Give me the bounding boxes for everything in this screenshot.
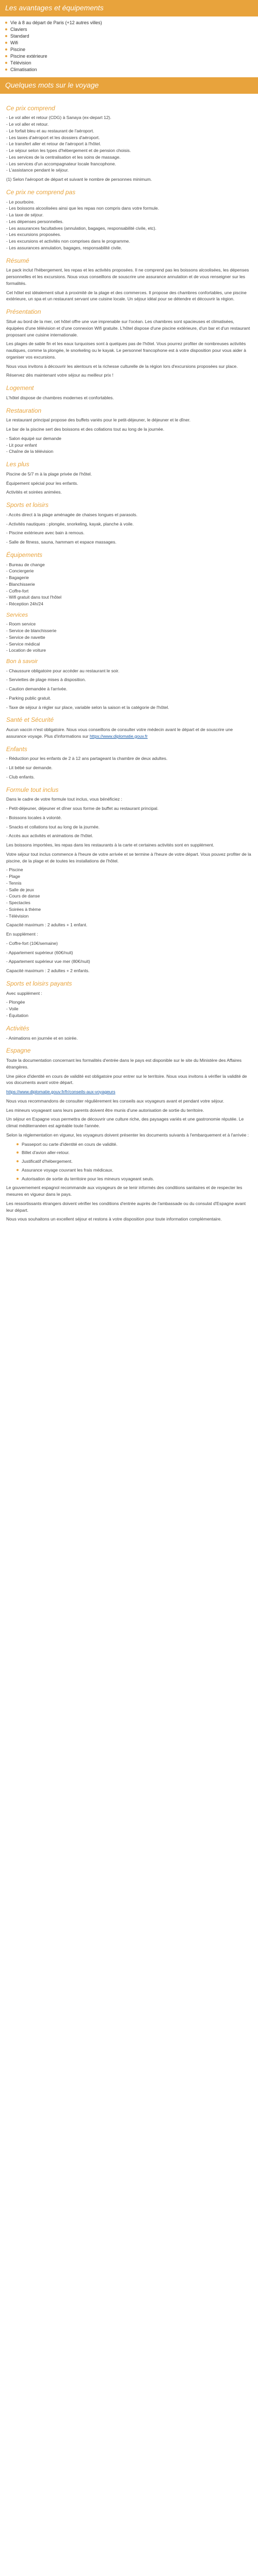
good-to-know-paragraph: - Chaussure obligatoire pour accéder au restaurant le soir. bbox=[6, 668, 120, 673]
list-item: - Le vol aller et retour (CDG) à Sanaya (ex-depart 12). bbox=[6, 115, 111, 121]
list-item: - Le pourboire. bbox=[6, 199, 35, 205]
heading-accommodation: Logement bbox=[6, 384, 34, 392]
list-item: - Piscine bbox=[6, 867, 23, 873]
spain-paragraph: Une pièce d'identité en cours de validité est obligatoire pour entrer sur le territoire. Nous vous invitons à vérifier la validité de vos documents avant votre départ. bbox=[6, 1073, 247, 1086]
highlights-paragraph: Équipement spécial pour les enfants. bbox=[6, 480, 78, 486]
list-item: - Le vol aller et retour. bbox=[6, 122, 49, 127]
list-item: - Service de blanchisserie bbox=[6, 628, 57, 634]
page bbox=[0, 0, 258, 1238]
advantage-item: Climatisation bbox=[5, 66, 258, 73]
advantages-list bbox=[0, 20, 258, 73]
list-item: - Blanchisserie bbox=[6, 581, 35, 587]
heading-catering: Restauration bbox=[6, 406, 42, 414]
list-item: - Spectacles bbox=[6, 900, 30, 906]
heading-paid-sports: Sports et loisirs payants bbox=[6, 979, 72, 987]
list-item: - Les excursions et activités non comprises dans le programme. bbox=[6, 239, 130, 244]
good-to-know-paragraph: - Parking public gratuit. bbox=[6, 695, 51, 701]
diplomatie-link[interactable]: https://www.diplomatie.gouv.fr bbox=[89, 733, 148, 739]
list-item: - Plongée bbox=[6, 999, 25, 1005]
list-item: Assurance voyage couvrant les frais médicaux. bbox=[17, 1167, 252, 1174]
list-item: - Les excursions proposées. bbox=[6, 232, 61, 238]
all-inclusive-paragraph: - Appartement supérieur (60€/nuit) bbox=[6, 950, 73, 955]
all-inclusive-paragraph: Votre séjour tout inclus commence à l'heure de votre arrivée et se termine à l'heure de votre départ. Vous pouvez profiter de la piscine, de la plage et de toutes les installations de l'hôtel. bbox=[6, 851, 251, 863]
heading-activities: Activités bbox=[6, 1024, 29, 1032]
heading-presentation: Présentation bbox=[6, 308, 41, 316]
all-inclusive-paragraph: - Petit-déjeuner, déjeuner et dîner sous forme de buffet au restaurant principal. bbox=[6, 806, 159, 811]
list-item: Passeport ou carte d'identité en cours de validité. bbox=[17, 1141, 252, 1148]
list-item: - Le transfert aller et retour de l'aéroport à l'hôtel. bbox=[6, 141, 101, 147]
list-item: - Les services d'un accompagnateur locale francophone. bbox=[6, 161, 116, 166]
list-item: Autorisation de sortie du territoire pour les mineurs voyageant seuls. bbox=[17, 1176, 252, 1182]
advantage-item: Vie à 8 au départ de Paris (+12 autres villes) bbox=[5, 20, 258, 26]
list-item: - Tennis bbox=[6, 880, 22, 886]
highlights-paragraph: Activités et soirées animées. bbox=[6, 489, 62, 495]
all-inclusive-paragraph: - Accès aux activités et animations de l'hôtel. bbox=[6, 833, 93, 839]
catering-paragraph: Le restaurant principal propose des buffets variés pour le petit-déjeuner, le déjeuner et le dîner. bbox=[6, 417, 191, 423]
list-item: - Équitation bbox=[6, 1012, 28, 1018]
sports-paragraph: - Piscine extérieure avec bain à remous. bbox=[6, 530, 85, 536]
all-inclusive-list bbox=[6, 867, 252, 919]
advantage-item: Standard bbox=[5, 33, 258, 40]
list-item: - Room service bbox=[6, 621, 36, 627]
list-item: - Télévision bbox=[6, 913, 29, 919]
services-list bbox=[6, 621, 252, 654]
list-item: - Plage bbox=[6, 874, 20, 879]
list-item: - Le séjour selon les types d'hébergement et de pension choisis. bbox=[6, 148, 131, 154]
good-to-know-paragraph: - Taxe de séjour à régler sur place, variable selon la saison et la catégorie de l'hôtel. bbox=[6, 704, 169, 710]
list-item: - Chaîne de la télévision bbox=[6, 449, 54, 454]
list-item: - Coffre-fort bbox=[6, 588, 29, 594]
list-item: - Location de voiture bbox=[6, 648, 46, 653]
heading-highlights: Les plus bbox=[6, 461, 29, 468]
presentation-paragraph: Réservez dès maintenant votre séjour au meilleur prix ! bbox=[6, 372, 114, 378]
list-item: - Bureau de change bbox=[6, 562, 45, 567]
presentation-paragraph: Nous vous invitons à découvrir les alentours et la richesse culturelle de la région lors d'excursions proposées sur place. bbox=[6, 363, 238, 369]
list-item: - Conciergerie bbox=[6, 568, 34, 574]
health-paragraph bbox=[6, 726, 252, 740]
list-item: - Lit pour enfant bbox=[6, 442, 37, 448]
all-inclusive-paragraph: - Appartement supérieur vue mer (80€/nuit) bbox=[6, 959, 90, 964]
sports-paragraph: - Salle de fitness, sauna, hammam et espace massages. bbox=[6, 539, 117, 545]
list-item: - Les boissons alcoolisées ainsi que les repas non compris dans votre formule. bbox=[6, 206, 159, 211]
summary-paragraph: Cet hôtel est idéalement situé à proximité de la plage et des commerces. Il propose des chambres confortables, une piscine extérieure, un spa et un restaurant servant une cuisine locale. Un séjour idéal pour se détendre et découvrir la région. bbox=[6, 290, 247, 302]
all-inclusive-paragraph: Capacité maximum : 2 adultes + 2 enfants. bbox=[6, 968, 90, 974]
catering-paragraph: Le bar de la piscine sert des boissons et des collations tout au long de la journée. bbox=[6, 427, 165, 432]
heading-all-inclusive: Formule tout inclus bbox=[6, 786, 59, 793]
spain-paragraph: Selon la réglementation en vigueur, les voyageurs doivent présenter les documents suivants à l'embarquement et à l'arrivée : bbox=[6, 1132, 249, 1138]
advantage-item: Piscine bbox=[5, 46, 258, 53]
all-inclusive-paragraph: - Snacks et collations tout au long de la journée. bbox=[6, 824, 100, 829]
spain-link-paragraph bbox=[6, 1089, 252, 1095]
summary-paragraph: Le pack inclut l'hébergement, les repas et les activités proposées. Il ne comprend pas les boissons alcoolisées, les dépenses personnelles et les excursions. Nous vous conseillons de souscrire une assurance annulation et de vous renseigner sur les formalités. bbox=[6, 267, 249, 286]
all-inclusive-paragraph: - Boissons locales à volonté. bbox=[6, 815, 62, 820]
list-item: - Service de navette bbox=[6, 634, 45, 640]
paid-sports-list bbox=[6, 999, 252, 1019]
list-item: - Réception 24h/24 bbox=[6, 601, 43, 607]
all-inclusive-paragraph: Les boissons importées, les repas dans les restaurants à la carte et certaines activités sont en supplément. bbox=[6, 842, 215, 848]
heading-spain: Espagne bbox=[6, 1047, 31, 1055]
spain-paragraph: Un séjour en Espagne vous permettra de découvrir une culture riche, des paysages variés et une gastronomie réputée. Le climat méditerranéen est agréable toute l'année. bbox=[6, 1116, 244, 1129]
list-item: - Wifi gratuit dans tout l'hôtel bbox=[6, 595, 61, 600]
list-item: - Cours de danse bbox=[6, 893, 40, 899]
all-inclusive-paragraph: Capacité maximum : 2 adultes + 1 enfant. bbox=[6, 922, 88, 928]
list-item: - Voile bbox=[6, 1006, 19, 1012]
price-excludes-list bbox=[6, 199, 252, 251]
activities-paragraph: - Animations en journée et en soirée. bbox=[6, 1035, 78, 1041]
advantage-item: Claviers bbox=[5, 26, 258, 33]
list-item: - Service médical bbox=[6, 641, 40, 647]
trip-info-header: Quelques mots sur le voyage bbox=[0, 77, 258, 94]
advantage-item: Télévision bbox=[5, 60, 258, 66]
list-item: - Les assurances annulation, bagages, responsabilité civile. bbox=[6, 245, 122, 250]
heading-price-excludes: Ce prix ne comprend pas bbox=[6, 188, 76, 196]
spain-paragraph: Les ressortissants étrangers doivent vérifier les conditions d'entrée auprès de l'ambassade ou du consulat d'Espagne avant leur départ. bbox=[6, 1200, 246, 1213]
heading-children: Enfants bbox=[6, 745, 27, 753]
health-text: Aucun vaccin n'est obligatoire. Nous vous conseillons de consulter votre médecin avant le départ et de souscrire une assurance voyage. Plus d'informations sur bbox=[6, 727, 233, 739]
catering-list bbox=[6, 435, 252, 455]
heading-summary: Résumé bbox=[6, 257, 29, 264]
list-item: - Les taxes d'aéroport et les dossiers d'aéroport. bbox=[6, 134, 100, 140]
list-item: - Salon équipé sur demande bbox=[6, 435, 61, 441]
heading-sports: Sports et loisirs bbox=[6, 501, 49, 509]
list-item: - La taxe de séjour. bbox=[6, 212, 44, 218]
equipment-list bbox=[6, 562, 252, 607]
price-note: (1) Selon l'aéroport de départ et suivant le nombre de personnes minimum. bbox=[6, 177, 152, 182]
good-to-know-paragraph: - Caution demandée à l'arrivée. bbox=[6, 686, 68, 692]
spain-paragraph: Nous vous souhaitons un excellent séjour et restons à votre disposition pour toute information complémentaire. bbox=[6, 1216, 222, 1222]
list-item: - Les dépenses personnelles. bbox=[6, 218, 64, 224]
paid-sports-intro: Avec supplément : bbox=[6, 990, 42, 996]
advantage-item: Wifi bbox=[5, 40, 258, 46]
travel-advice-link[interactable]: https://www.diplomatie.gouv.fr/fr/conseils-aux-voyageurs bbox=[6, 1089, 116, 1095]
list-item: - Salle de jeux bbox=[6, 887, 34, 892]
list-item: - L'assistance pendant le séjour. bbox=[6, 167, 69, 173]
list-item: - Le forfait bleu et au restaurant de l'aéroport. bbox=[6, 128, 94, 133]
spain-paragraph: Toute la documentation concernant les formalités d'entrée dans le pays est disponible sur le site du Ministère des Affaires étrangères. bbox=[6, 1058, 241, 1070]
highlights-paragraph: Piscine de 5/7 m à la plage privée de l'hôtel. bbox=[6, 471, 92, 477]
children-paragraph: - Lit bébé sur demande. bbox=[6, 765, 53, 771]
list-item: - Soirées à thème bbox=[6, 906, 41, 912]
advantages-header: Les avantages et équipements bbox=[0, 0, 258, 16]
list-item: Billet d'avion aller-retour. bbox=[17, 1149, 252, 1156]
all-inclusive-paragraph: Dans le cadre de votre formule tout inclus, vous bénéficiez : bbox=[6, 796, 122, 802]
list-item: - Bagagerie bbox=[6, 575, 29, 581]
sports-paragraph: - Activités nautiques : plongée, snorkeling, kayak, planche à voile. bbox=[6, 521, 134, 527]
all-inclusive-paragraph: En supplément : bbox=[6, 931, 38, 937]
list-item: Justificatif d'hébergement. bbox=[17, 1158, 252, 1165]
children-paragraph: - Réduction pour les enfants de 2 à 12 ans partageant la chambre de deux adultes. bbox=[6, 756, 168, 761]
list-item: - Les services de la centralisation et les soins de massage. bbox=[6, 154, 121, 160]
spain-requirements-list bbox=[6, 1141, 252, 1182]
presentation-paragraph: Les plages de sable fin et les eaux turquoises sont à quelques pas de l'hôtel. Vous pourrez profiter de nombreuses activités nautiques, comme la plongée, le snorkeling ou le kayak. Le personnel francophone est à votre disposition pour vous aider à organiser vos excursions. bbox=[6, 341, 246, 360]
spain-paragraph: Les mineurs voyageant sans leurs parents doivent être munis d'une autorisation de sortie du territoire. bbox=[6, 1107, 204, 1113]
heading-equipment: Équipements bbox=[6, 551, 43, 558]
spain-paragraph: Le gouvernement espagnol recommande aux voyageurs de se tenir informés des conditions sanitaires et de respecter les mesures en vigueur dans le pays. bbox=[6, 1185, 243, 1197]
presentation-paragraph: Situé au bord de la mer, cet hôtel offre une vue imprenable sur l'océan. Les chambres sont spacieuses et climatisées, équipées d'une télévision et d'une connexion Wifi gratuite. L'hôtel dispose d'une piscine extérieure, d'un bar et d'un restaurant proposant une cuisine internationale. bbox=[6, 319, 250, 337]
heading-health-safety: Santé et Sécurité bbox=[6, 716, 54, 724]
sports-paragraph: - Accès direct à la plage aménagée de chaises longues et parasols. bbox=[6, 512, 138, 517]
heading-price-includes: Ce prix comprend bbox=[6, 104, 55, 112]
list-item: - Les assurances facultatives (annulation, bagages, responsabilité civile, etc). bbox=[6, 225, 157, 231]
heading-services: Services bbox=[6, 612, 28, 618]
children-paragraph: - Club enfants. bbox=[6, 774, 35, 779]
trip-info-body bbox=[0, 97, 258, 1227]
price-includes-list bbox=[6, 114, 252, 174]
all-inclusive-paragraph: - Coffre-fort (10€/semaine) bbox=[6, 940, 58, 946]
heading-good-to-know: Bon à savoir bbox=[6, 658, 38, 665]
spain-paragraph: Nous vous recommandons de consulter régulièrement les conseils aux voyageurs avant et pendant votre séjour. bbox=[6, 1098, 224, 1104]
advantage-item: Piscine extérieure bbox=[5, 53, 258, 60]
good-to-know-paragraph: - Serviettes de plage mises à disposition. bbox=[6, 677, 86, 683]
accommodation-paragraph: L'hôtel dispose de chambres modernes et confortables. bbox=[6, 395, 114, 400]
